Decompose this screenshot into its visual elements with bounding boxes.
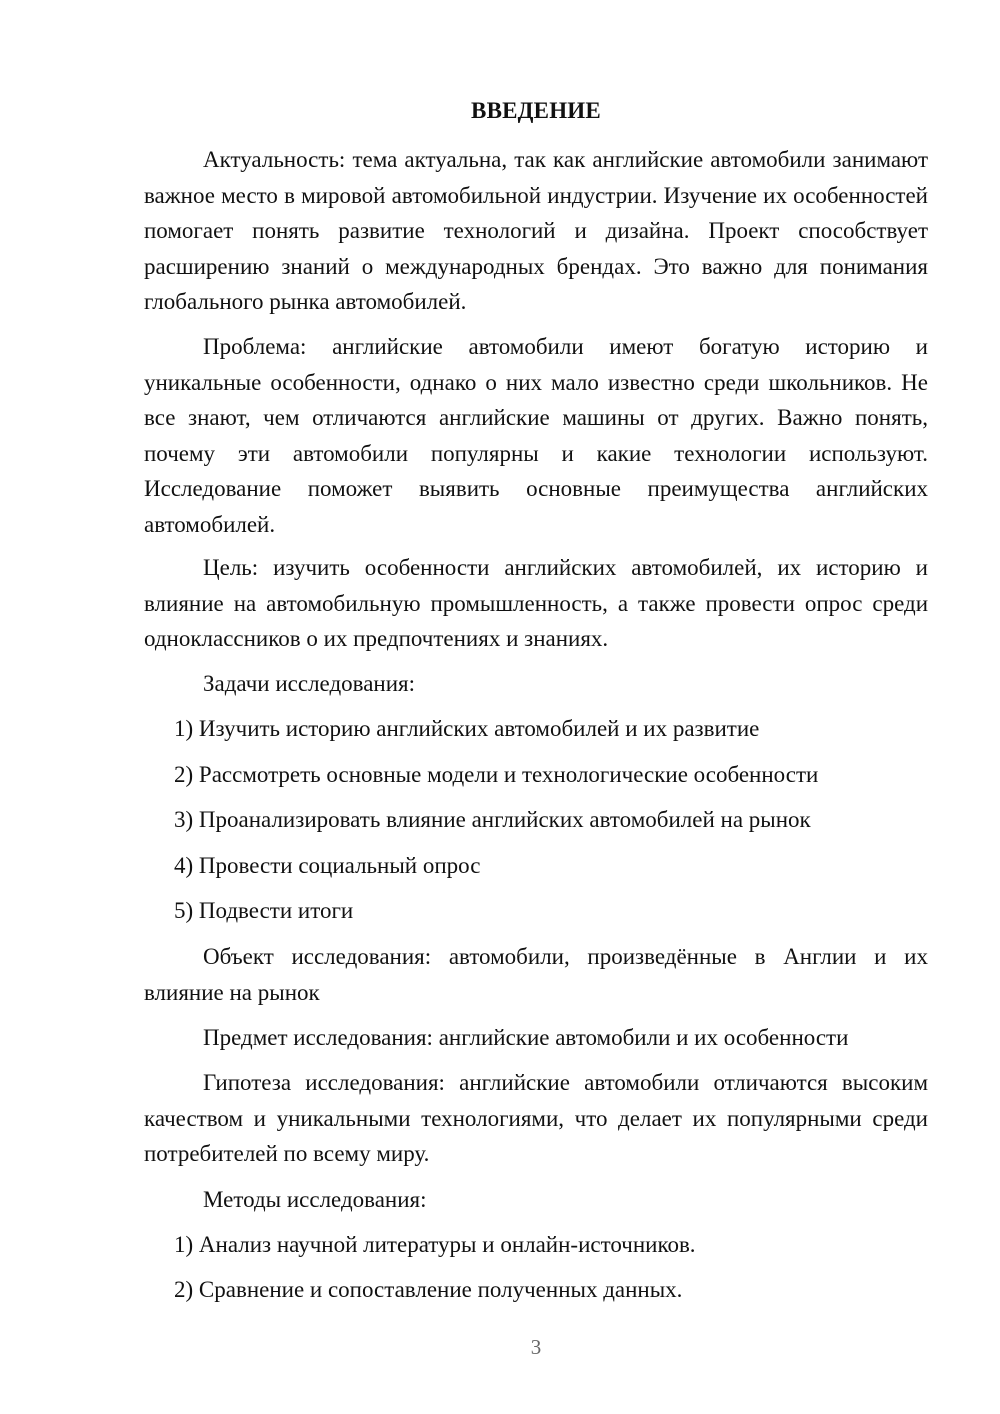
task-item: 4) Провести социальный опрос xyxy=(174,853,481,878)
method-item: 2) Сравнение и сопоставление полученных данных. xyxy=(174,1277,683,1302)
page-title: ВВЕДЕНИЕ xyxy=(471,98,601,123)
task-item: 2) Рассмотреть основные модели и технологические особенности xyxy=(174,762,819,787)
page-number: 3 xyxy=(530,1335,542,1359)
problem-paragraph: Проблема: английские автомобили имеют богатую историю и уникальные особенности, однако о них мало известно среди школьников. Не все знают, чем отличаются английские машины от других. Важно понять, почему эти автомобили популярны и какие технологии используют. Исследование поможет выявить основные преимущества английских автомобилей. xyxy=(144,334,928,537)
task-item: 3) Проанализировать влияние английских автомобилей на рынок xyxy=(174,807,811,832)
tasks-title: Задачи исследования: xyxy=(203,671,416,696)
hypothesis-paragraph: Гипотеза исследования: английские автомобили отличаются высоким качеством и уникальными технологиями, что делает их популярными среди потребителей по всему миру. xyxy=(144,1070,928,1166)
task-item: 1) Изучить историю английских автомобилей и их развитие xyxy=(174,716,760,741)
method-item: 1) Анализ научной литературы и онлайн-источников. xyxy=(174,1232,696,1257)
relevance-paragraph: Актуальность: тема актуальна, так как английские автомобили занимают важное место в мировой автомобильной индустрии. Изучение их особенностей помогает понять развитие технологий и дизайна. Проект способствует расширению знаний о международных брендах. Это важно для понимания глобального рынка автомобилей. xyxy=(144,147,928,314)
task-item: 5) Подвести итоги xyxy=(174,898,354,923)
subject-paragraph: Предмет исследования: английские автомобили и их особенности xyxy=(203,1025,849,1050)
object-paragraph: Объект исследования: автомобили, произведённые в Англии и их влияние на рынок xyxy=(144,944,928,1005)
methods-title: Методы исследования: xyxy=(203,1187,427,1212)
goal-paragraph: Цель: изучить особенности английских автомобилей, их историю и влияние на автомобильную промышленность, а также провести опрос среди одноклассников о их предпочтениях и знаниях. xyxy=(144,555,928,651)
